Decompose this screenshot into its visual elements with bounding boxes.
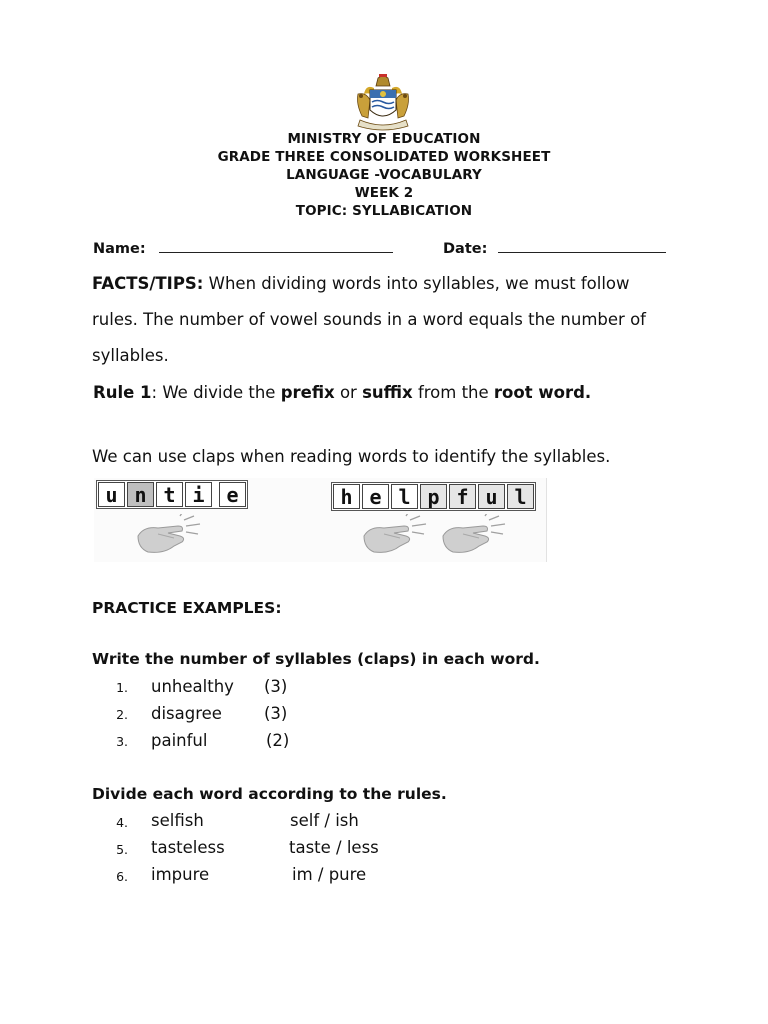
rule-1-prefix: prefix xyxy=(280,383,335,402)
facts-line-2: rules. The number of vowel sounds in a word equals the number of xyxy=(92,310,646,329)
letter-tile: h xyxy=(333,484,360,509)
facts-line-3: syllables. xyxy=(92,346,169,365)
ministry-title: MINISTRY OF EDUCATION xyxy=(287,131,481,147)
rule-1-text-b: or xyxy=(334,383,363,402)
word-helpful-tiles xyxy=(331,482,536,511)
item-answer: (3) xyxy=(264,677,288,696)
letter-tile: l xyxy=(507,484,534,509)
facts-line-1 xyxy=(92,274,630,293)
letter-tile: u xyxy=(98,482,125,507)
rule-1-period: . xyxy=(584,383,592,402)
item-number: 5. xyxy=(116,842,128,857)
worksheet-title: GRADE THREE CONSOLIDATED WORKSHEET xyxy=(217,149,551,165)
item-word: unhealthy xyxy=(151,677,234,696)
item-number: 1. xyxy=(116,680,128,695)
rule-1-suffix: suffix xyxy=(362,383,413,402)
item-word: impure xyxy=(151,865,210,884)
letter-tile: i xyxy=(185,482,212,507)
rule-1 xyxy=(93,383,591,402)
clapping-hand-icon xyxy=(360,514,432,556)
letter-tile: n xyxy=(127,482,154,507)
item-word: painful xyxy=(151,731,208,750)
letter-tile: t xyxy=(156,482,183,507)
topic-title: TOPIC: SYLLABICATION xyxy=(295,203,473,219)
week-title: WEEK 2 xyxy=(354,185,414,201)
name-label: Name: xyxy=(93,241,146,257)
item-answer: (2) xyxy=(266,731,290,750)
letter-tile: p xyxy=(420,484,447,509)
word-untie-tiles xyxy=(96,480,248,509)
clapping-hand-icon xyxy=(134,514,206,556)
letter-tile: e xyxy=(362,484,389,509)
letter-tile: f xyxy=(449,484,476,509)
item-word: disagree xyxy=(151,704,222,723)
rule-1-label: Rule 1 xyxy=(93,383,152,402)
date-row xyxy=(443,238,666,257)
item-number: 2. xyxy=(116,707,128,722)
date-blank[interactable] xyxy=(498,239,666,253)
item-answer: (3) xyxy=(264,704,288,723)
item-number: 3. xyxy=(116,734,128,749)
subject-title: LANGUAGE -VOCABULARY xyxy=(286,167,482,183)
item-answer: self / ish xyxy=(290,811,359,830)
letter-tile: e xyxy=(219,482,246,507)
rule-1-root-word: root word xyxy=(493,383,585,402)
section-1-title: Write the number of syllables (claps) in each word. xyxy=(92,650,540,668)
name-blank[interactable] xyxy=(159,239,393,253)
rule-1-text-a: : We divide the xyxy=(151,383,281,402)
rule-1-text-c: from the xyxy=(412,383,494,402)
clapping-hand-icon xyxy=(439,514,511,556)
item-number: 4. xyxy=(116,815,128,830)
letter-tile: u xyxy=(478,484,505,509)
item-answer: im / pure xyxy=(292,865,367,884)
facts-text-1: When dividing words into syllables, we must follow xyxy=(203,274,630,293)
name-row xyxy=(93,238,393,257)
coat-of-arms-icon xyxy=(352,74,414,132)
section-2-title: Divide each word according to the rules. xyxy=(92,785,447,803)
item-word: selfish xyxy=(151,811,204,830)
item-word: tasteless xyxy=(151,838,225,857)
item-answer: taste / less xyxy=(289,838,379,857)
facts-label: FACTS/TIPS: xyxy=(92,274,204,293)
date-label: Date: xyxy=(443,241,488,257)
claps-sentence: We can use claps when reading words to identify the syllables. xyxy=(92,447,611,466)
practice-title: PRACTICE EXAMPLES: xyxy=(92,599,282,617)
letter-tile: l xyxy=(391,484,418,509)
item-number: 6. xyxy=(116,869,128,884)
